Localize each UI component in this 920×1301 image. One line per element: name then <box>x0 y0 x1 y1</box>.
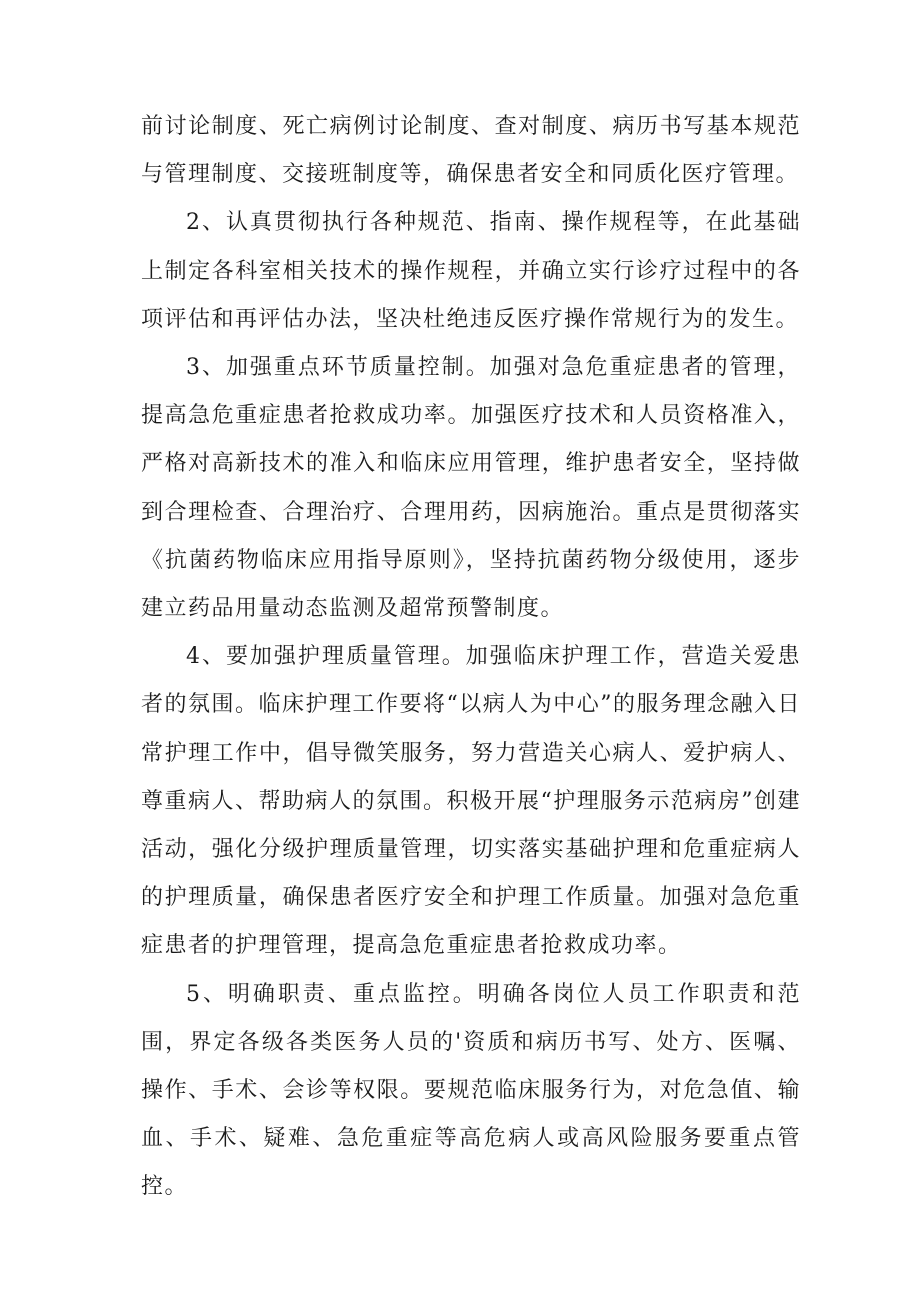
paragraph-continuation: 前讨论制度、死亡病例讨论制度、查对制度、病历书写基本规范与管理制度、交接班制度等，确保患者安全和同质化医疗管理。 <box>141 114 801 188</box>
paragraph-item-4: 4、要加强护理质量管理。加强临床护理工作，营造关爱患者的氛围。临床护理工作要将“以病人为中心”的服务理念融入日常护理工作中，倡导微笑服务，努力营造关心病人、爱护病人、尊重病人、帮助病人的氛围。积极开展“护理服务示范病房”创建活动，强化分级护理质量管理，切实落实基础护理和危重症病人的护理质量，确保患者医疗安全和护理工作质量。加强对急危重症患者的护理管理，提高急危重症患者抢救成功率。 <box>141 644 801 959</box>
paragraph-item-5: 5、明确职责、重点监控。明确各岗位人员工作职责和范围，界定各级各类医务人员的'资质和病历书写、处方、医嘱、操作、手术、会诊等权限。要规范临床服务行为，对危急值、输血、手术、疑难、急危重症等高危病人或高风险服务要重点管控。 <box>141 981 801 1200</box>
paragraph-item-2: 2、认真贯彻执行各种规范、指南、操作规程等，在此基础上制定各科室相关技术的操作规程，并确立实行诊疗过程中的各项评估和再评估办法，坚决杜绝违反医疗操作常规行为的发生。 <box>141 210 801 332</box>
document-body <box>141 103 801 1212</box>
paragraph-item-3: 3、加强重点环节质量控制。加强对急危重症患者的管理，提高急危重症患者抢救成功率。加强医疗技术和人员资格准入，严格对高新技术的准入和临床应用管理，维护患者安全，坚持做到合理检查、合理治疗、合理用药，因病施治。重点是贯彻落实《抗菌药物临床应用指导原则》，坚持抗菌药物分级使用，逐步建立药品用量动态监测及超常预警制度。 <box>141 355 801 622</box>
